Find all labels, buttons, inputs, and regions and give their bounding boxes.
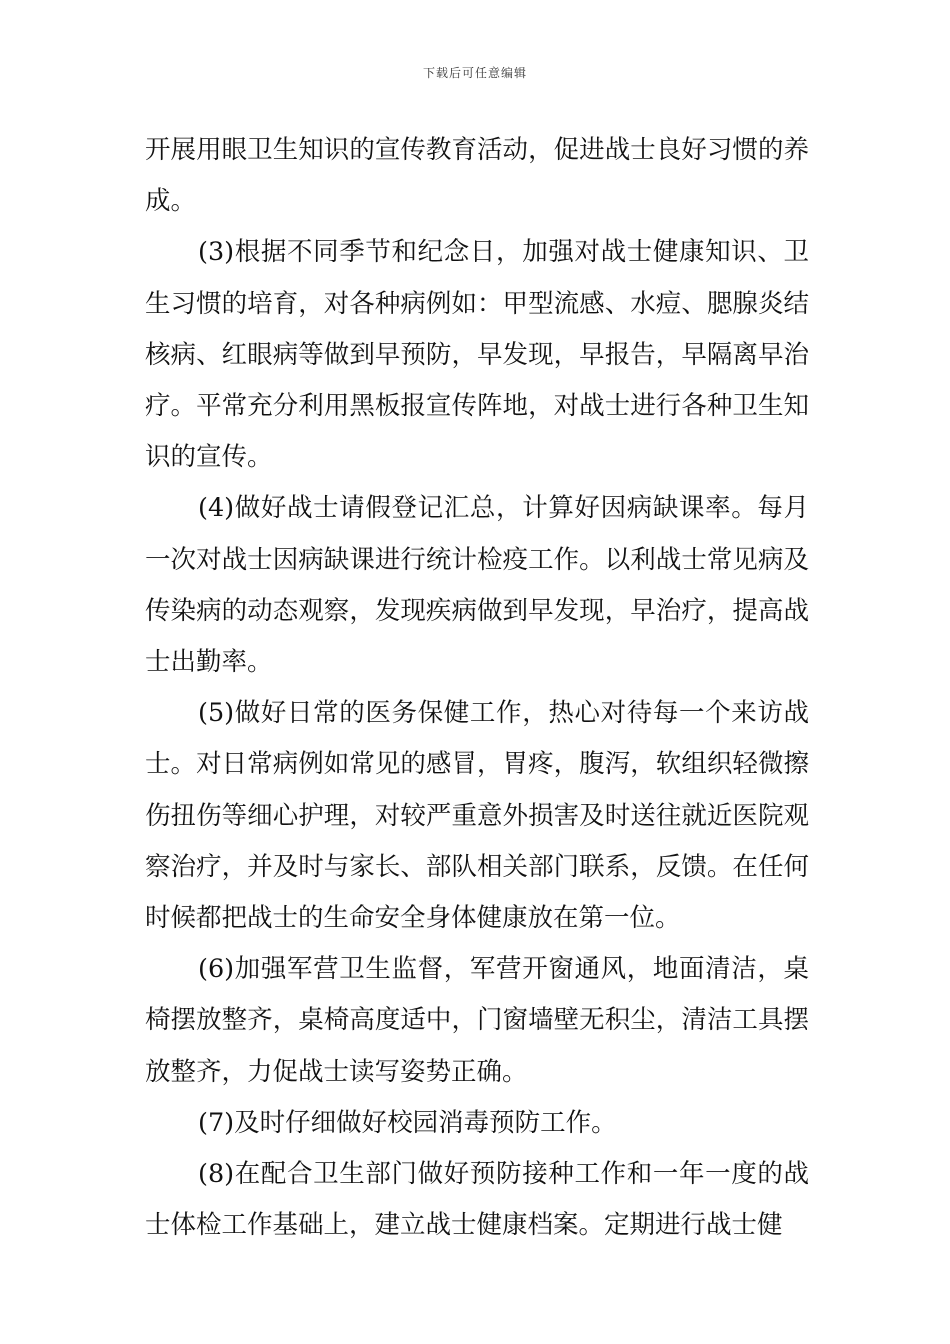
- paragraph-item-6: (6)加强军营卫生监督，军营开窗通风，地面清洁，桌椅摆放整齐，桌椅高度适中，门窗墙壁无积尘，清洁工具摆放整齐，力促战士读写姿势正确。: [145, 954, 809, 1087]
- paragraph-item-4: (4)做好战士请假登记汇总，计算好因病缺课率。每月一次对战士因病缺课进行统计检疫工作。以利战士常见病及传染病的动态观察，发现疾病做到早发现，早治疗，提高战士出勤率。: [145, 493, 809, 678]
- document-body: [145, 125, 809, 1251]
- paragraph-item-7: (7)及时仔细做好校园消毒预防工作。: [198, 1107, 617, 1138]
- paragraph-item-3: (3)根据不同季节和纪念日，加强对战士健康知识、卫生习惯的培育，对各种病例如：甲型流感、水痘、腮腺炎结核病、红眼病等做到早预防，早发现，早报告，早隔离早治疗。平常充分利用黑板报宣传阵地，对战士进行各种卫生知识的宣传。: [145, 237, 809, 473]
- paragraph-continuation: 开展用眼卫生知识的宣传教育活动，促进战士良好习惯的养成。: [145, 135, 809, 217]
- paragraph-item-8: (8)在配合卫生部门做好预防接种工作和一年一度的战士体检工作基础上，建立战士健康档案。定期进行战士健: [145, 1159, 809, 1241]
- page-header: 下载后可任意编辑: [422, 66, 527, 80]
- paragraph-item-5: (5)做好日常的医务保健工作，热心对待每一个来访战士。对日常病例如常见的感冒，胃疼，腹泻，软组织轻微擦伤扭伤等细心护理，对较严重意外损害及时送往就近医院观察治疗，并及时与家长、部队相关部门联系，反馈。在任何时候都把战士的生命安全身体健康放在第一位。: [145, 698, 809, 934]
